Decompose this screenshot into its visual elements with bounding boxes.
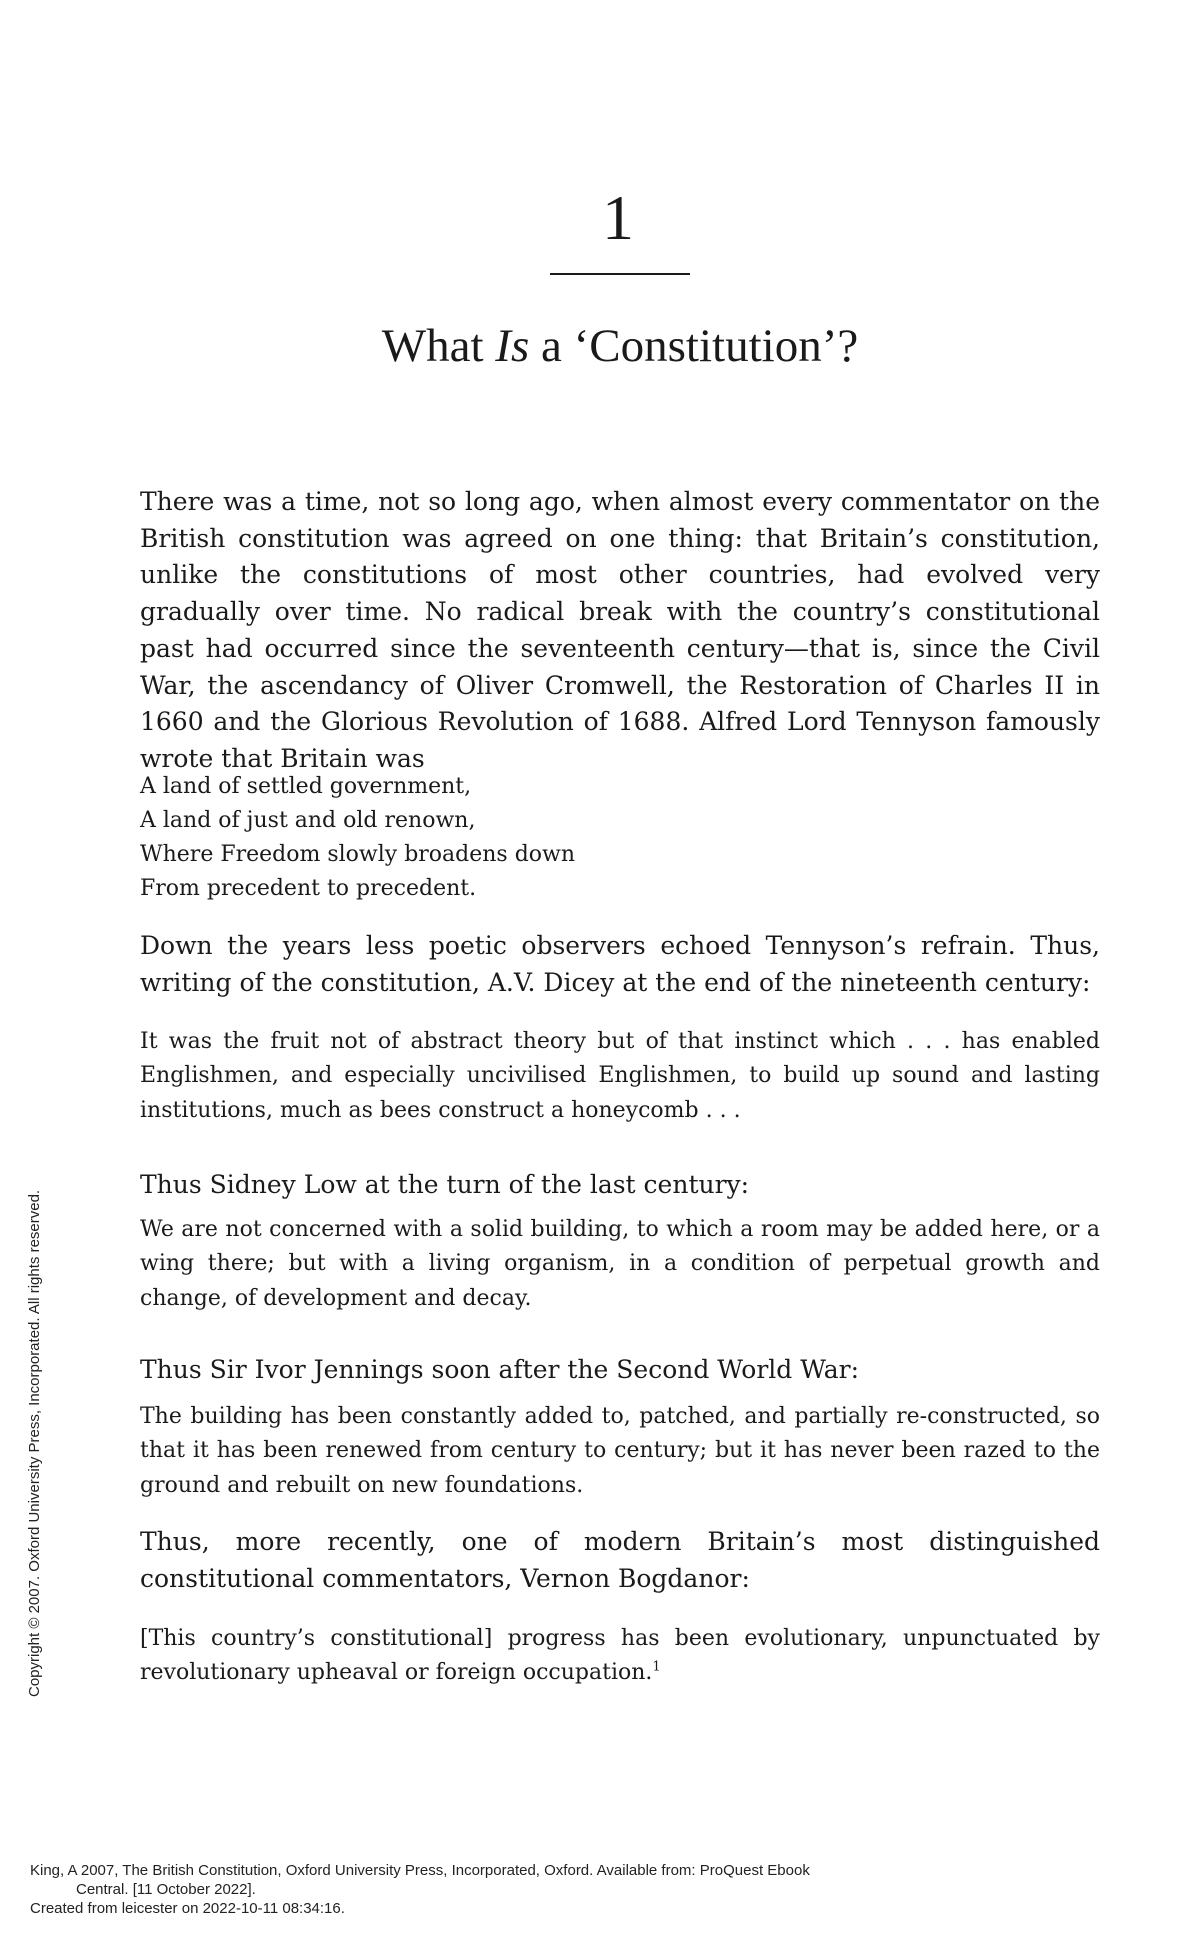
quote-low: We are not concerned with a solid building, to which a room may be added here, or a wing there; but with a living organism, in a condition of perpetual growth and change, of development and decay. — [140, 1217, 1100, 1311]
verse-line: A land of settled government, — [140, 774, 472, 799]
chapter-number: 1 — [602, 182, 634, 253]
paragraph-jennings-intro: Thus Sir Ivor Jennings soon after the Second World War: — [140, 1355, 860, 1384]
verse-quote — [140, 770, 840, 906]
chapter-title — [0, 316, 1200, 376]
copyright-side-notice: Copyright © 2007. Oxford University Press, Incorporated. All rights reserved. — [26, 1189, 43, 1697]
chapter-title-post: a ‘Constitution’? — [529, 320, 859, 372]
chapter-rule — [550, 273, 690, 275]
quote-jennings: The building has been constantly added to, patched, and partially re-constructed, so that it has been renewed from century to century; but it has never been razed to the ground and rebuilt on new foundations. — [140, 1404, 1100, 1498]
verse-line: A land of just and old renown, — [140, 808, 476, 833]
chapter-title-pre: What — [381, 320, 496, 372]
quote-bogdanor-text: [This country’s constitutional] progress has been evolutionary, unpunctuated by revolutionary upheaval or foreign occupation. — [140, 1626, 1100, 1686]
citation-footer — [30, 1861, 1030, 1918]
citation-line: Central. [11 October 2022]. — [76, 1881, 256, 1898]
chapter-title-emphasis: Is — [495, 320, 530, 372]
paragraph-intro: There was a time, not so long ago, when almost every commentator on the British constitution was agreed on one thing: that Britain’s constitution, unlike the constitutions of most other countries, had evolved very gradually over time. No radical break with the country’s constitutional past had occurred since the seventeenth century—that is, since the Civil War, the ascendancy of Oliver Cromwell, the Restoration of Charles II in 1660 and the Glorious Revolution of 1688. Alfred Lord Tennyson famously wrote that Britain was — [140, 487, 1100, 773]
paragraph-low-intro: Thus Sidney Low at the turn of the last century: — [140, 1170, 750, 1199]
quote-bogdanor — [140, 1622, 1100, 1691]
verse-line: Where Freedom slowly broadens down — [140, 842, 576, 867]
citation-line: Created from leicester on 2022-10-11 08:34:16. — [30, 1900, 345, 1917]
paragraph-dicey-intro: Down the years less poetic observers echoed Tennyson’s refrain. Thus, writing of the constitution, A.V. Dicey at the end of the nineteenth century: — [140, 931, 1100, 997]
citation-line: King, A 2007, The British Constitution, Oxford University Press, Incorporated, Oxford. Available from: ProQuest Ebook — [30, 1862, 810, 1879]
footnote-reference[interactable]: 1 — [652, 1660, 661, 1676]
verse-line: From precedent to precedent. — [140, 876, 477, 901]
paragraph-bogdanor-intro: Thus, more recently, one of modern Britain’s most distinguished constitutional commentators, Vernon Bogdanor: — [140, 1527, 1100, 1593]
quote-dicey: It was the fruit not of abstract theory but of that instinct which . . . has enabled Englishmen, and especially uncivilised Englishmen, to build up sound and lasting institutions, much as bees construct a honeycomb . . . — [140, 1029, 1100, 1123]
